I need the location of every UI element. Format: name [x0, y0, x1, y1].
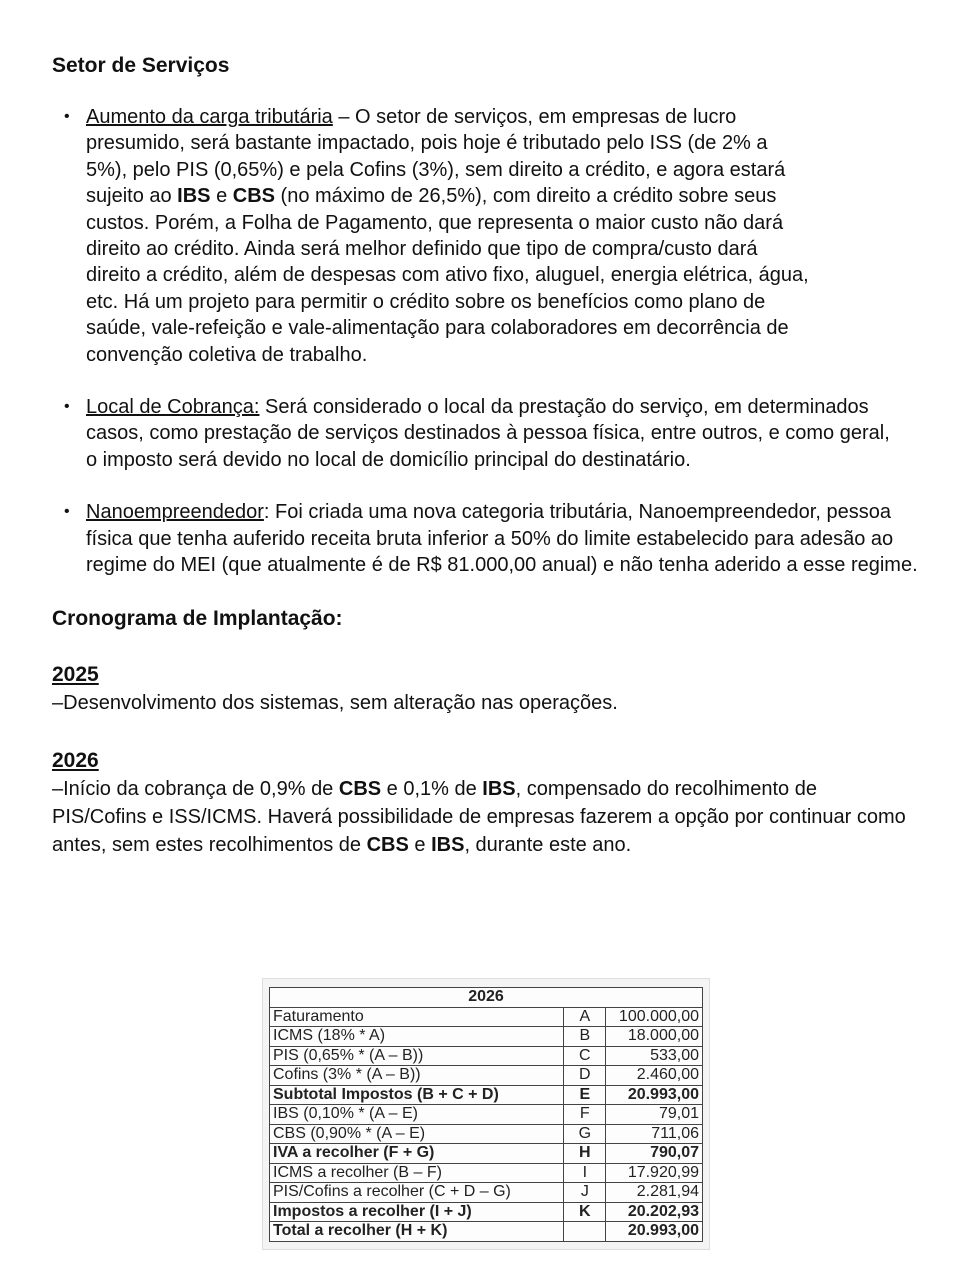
- row-value: 2.460,00: [606, 1066, 703, 1086]
- document-page: [52, 52, 932, 859]
- text-run: e: [408, 833, 432, 856]
- bullet-item-carga: [52, 104, 932, 368]
- bullet-title: Nanoempreendedor: [86, 501, 264, 524]
- ibs-term: IBS: [177, 185, 211, 208]
- cbs-term: CBS: [232, 185, 275, 208]
- row-code: F: [564, 1105, 606, 1125]
- year-2026-text: [52, 775, 912, 859]
- table-row: [270, 1124, 703, 1144]
- bullet-text: custos. Porém, a Folha de Pagamento, que representa o maior custo não dará: [86, 211, 784, 234]
- text-run: , durante este ano.: [464, 833, 632, 856]
- table-row: [270, 1066, 703, 1086]
- row-value: 17.920,99: [606, 1163, 703, 1183]
- row-value: 2.281,94: [606, 1183, 703, 1203]
- table-row: [270, 1027, 703, 1047]
- row-value: 711,06: [606, 1124, 703, 1144]
- row-label: Total a recolher (H + K): [270, 1222, 564, 1242]
- tax-table-image: [262, 978, 710, 1250]
- tax-table: [269, 987, 703, 1242]
- table-body: [270, 1007, 703, 1241]
- row-value: 533,00: [606, 1046, 703, 1066]
- row-value: 20.993,00: [606, 1085, 703, 1105]
- table-row: [270, 1007, 703, 1027]
- table-row: [270, 1085, 703, 1105]
- table-title: 2026: [270, 988, 703, 1008]
- row-value: 790,07: [606, 1144, 703, 1164]
- table-row: [270, 1105, 703, 1125]
- cbs-term: CBS: [338, 777, 382, 800]
- cbs-term: CBS: [366, 833, 409, 856]
- row-label: ICMS (18% * A): [270, 1027, 564, 1047]
- bullet-text: presumido, será bastante impactado, pois hoje é tributado pelo ISS (de 2% a: [86, 132, 768, 155]
- row-label: PIS (0,65% * (A – B)): [270, 1046, 564, 1066]
- text-run: –Início da cobrança de 0,9% de: [52, 777, 339, 800]
- table-row: [270, 1144, 703, 1164]
- row-code: K: [564, 1202, 606, 1222]
- bullet-text: e: [210, 185, 233, 208]
- year-2025-heading: 2025: [52, 662, 99, 686]
- row-value: 20.202,93: [606, 1202, 703, 1222]
- bullet-text: sujeito ao: [86, 185, 178, 208]
- row-code: D: [564, 1066, 606, 1086]
- bullet-title: Local de Cobrança:: [86, 396, 260, 419]
- row-code: H: [564, 1144, 606, 1164]
- row-label: CBS (0,90% * (A – E): [270, 1124, 564, 1144]
- row-label: IBS (0,10% * (A – E): [270, 1105, 564, 1125]
- row-label: PIS/Cofins a recolher (C + D – G): [270, 1183, 564, 1203]
- bullet-text: saúde, vale-refeição e vale-alimentação para colaboradores em decorrência de: [86, 317, 789, 340]
- bullet-icon: •: [64, 503, 70, 521]
- bullet-text: convenção coletiva de trabalho.: [86, 343, 368, 366]
- row-label: Cofins (3% * (A – B)): [270, 1066, 564, 1086]
- bullet-text: 5%), pelo PIS (0,65%) e pela Cofins (3%), sem direito a crédito, e agora estará: [86, 158, 786, 181]
- ibs-term: IBS: [482, 777, 516, 800]
- bullet-text: (no máximo de 26,5%), com direito a crédito sobre seus: [275, 185, 777, 208]
- section-title: Setor de Serviços: [52, 54, 230, 77]
- bullet-text: direito a crédito, além de despesas com ativo fixo, aluguel, energia elétrica, água,: [86, 264, 809, 287]
- table-row: [270, 1222, 703, 1242]
- year-2026-heading: 2026: [52, 748, 99, 772]
- row-code: E: [564, 1085, 606, 1105]
- bullet-item-local: [52, 394, 901, 473]
- bullet-icon: •: [64, 398, 70, 416]
- ibs-term: IBS: [431, 833, 465, 856]
- row-label: Faturamento: [270, 1007, 564, 1027]
- bullet-text: – O setor de serviços, em empresas de lucro: [332, 106, 737, 128]
- bullet-text: Será considerado o local da prestação do serviço, em determinados casos, como prestação de serviços destinados à pessoa física, entre outros, e como geral, o imposto será devido no local de domicílio principal do destinatário.: [86, 396, 890, 471]
- schedule-title: Cronograma de Implantação:: [52, 606, 343, 630]
- table-row: [270, 1183, 703, 1203]
- row-code: I: [564, 1163, 606, 1183]
- row-value: 100.000,00: [606, 1007, 703, 1027]
- bullet-text: direito ao crédito. Ainda será melhor definido que tipo de compra/custo dará: [86, 238, 758, 261]
- bullet-text: etc. Há um projeto para permitir o crédito sobre os benefícios como plano de: [86, 290, 766, 313]
- row-label: Subtotal Impostos (B + C + D): [270, 1085, 564, 1105]
- row-value: 18.000,00: [606, 1027, 703, 1047]
- row-value: 79,01: [606, 1105, 703, 1125]
- row-code: C: [564, 1046, 606, 1066]
- bullet-item-nano: [52, 499, 926, 578]
- row-code: A: [564, 1007, 606, 1027]
- table-row: [270, 1046, 703, 1066]
- bullet-list: [52, 104, 932, 579]
- row-value: 20.993,00: [606, 1222, 703, 1242]
- row-code: G: [564, 1124, 606, 1144]
- row-code: B: [564, 1027, 606, 1047]
- bullet-title: Aumento da carga tributária: [86, 106, 333, 128]
- bullet-icon: •: [64, 108, 70, 125]
- row-code: J: [564, 1183, 606, 1203]
- table-row: [270, 1163, 703, 1183]
- row-label: Impostos a recolher (I + J): [270, 1202, 564, 1222]
- table-row: [270, 1202, 703, 1222]
- row-label: IVA a recolher (F + G): [270, 1144, 564, 1164]
- year-2025-text: –Desenvolvimento dos sistemas, sem alteração nas operações.: [52, 691, 618, 714]
- text-run: , compensado do recolhimento de PIS/Cofins e ISS/ICMS. Haverá possibilidade de empresas fazerem a opção por continuar como antes, sem estes recolhimentos de: [52, 777, 906, 856]
- text-run: e 0,1% de: [381, 777, 483, 800]
- row-label: ICMS a recolher (B – F): [270, 1163, 564, 1183]
- bullet-text: : Foi criada uma nova categoria tributária, Nanoempreendedor, pessoa física que tenha auferido receita bruta inferior a 50% do limite estabelecido para adesão ao regime do MEI (que atualmente é de R$ 81.000,00 anual) e não tenha aderido a esse regime.: [86, 501, 918, 577]
- row-code: [564, 1222, 606, 1242]
